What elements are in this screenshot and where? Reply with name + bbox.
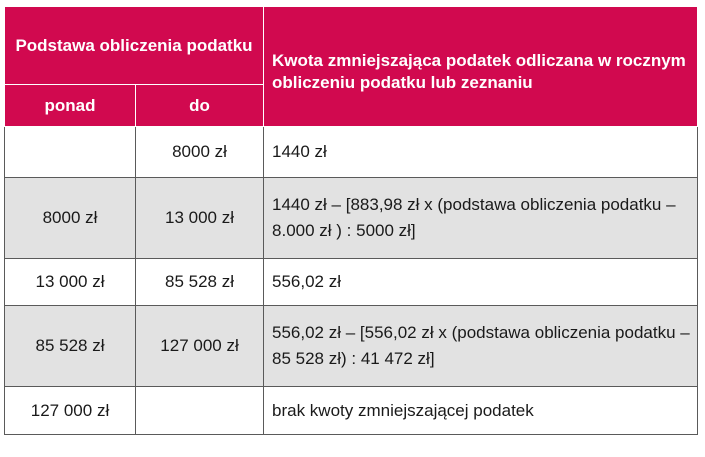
- table-row: [5, 127, 698, 178]
- cell-amount: 1440 zł: [264, 127, 698, 178]
- header-over: ponad: [5, 85, 136, 127]
- header-reduction-amount: Kwota zmniejszająca podatek odliczana w rocznym obliczeniu podatku lub zeznaniu: [264, 7, 698, 127]
- table-row: [5, 259, 698, 306]
- cell-over: 127 000 zł: [5, 387, 136, 435]
- table-row: [5, 306, 698, 387]
- cell-over: 8000 zł: [5, 178, 136, 259]
- cell-over: [5, 127, 136, 178]
- cell-to: 127 000 zł: [136, 306, 264, 387]
- cell-over: 13 000 zł: [5, 259, 136, 306]
- tax-reduction-table-wrapper: [4, 6, 697, 446]
- cell-to: 85 528 zł: [136, 259, 264, 306]
- cell-over: 85 528 zł: [5, 306, 136, 387]
- table-body: [5, 127, 698, 435]
- cell-to: 13 000 zł: [136, 178, 264, 259]
- header-to: do: [136, 85, 264, 127]
- cell-amount: 556,02 zł – [556,02 zł x (podstawa obliczenia podatku – 85 528 zł) : 41 472 zł]: [264, 306, 698, 387]
- header-tax-base: Podstawa obliczenia podatku: [5, 7, 264, 85]
- cell-to: [136, 387, 264, 435]
- table-row: [5, 178, 698, 259]
- table-header: [5, 7, 698, 127]
- cell-amount: 1440 zł – [883,98 zł x (podstawa obliczenia podatku – 8.000 zł ) : 5000 zł]: [264, 178, 698, 259]
- cell-to: 8000 zł: [136, 127, 264, 178]
- table-row: [5, 387, 698, 435]
- tax-reduction-table: [4, 6, 698, 435]
- cell-amount: brak kwoty zmniejszającej podatek: [264, 387, 698, 435]
- cell-amount: 556,02 zł: [264, 259, 698, 306]
